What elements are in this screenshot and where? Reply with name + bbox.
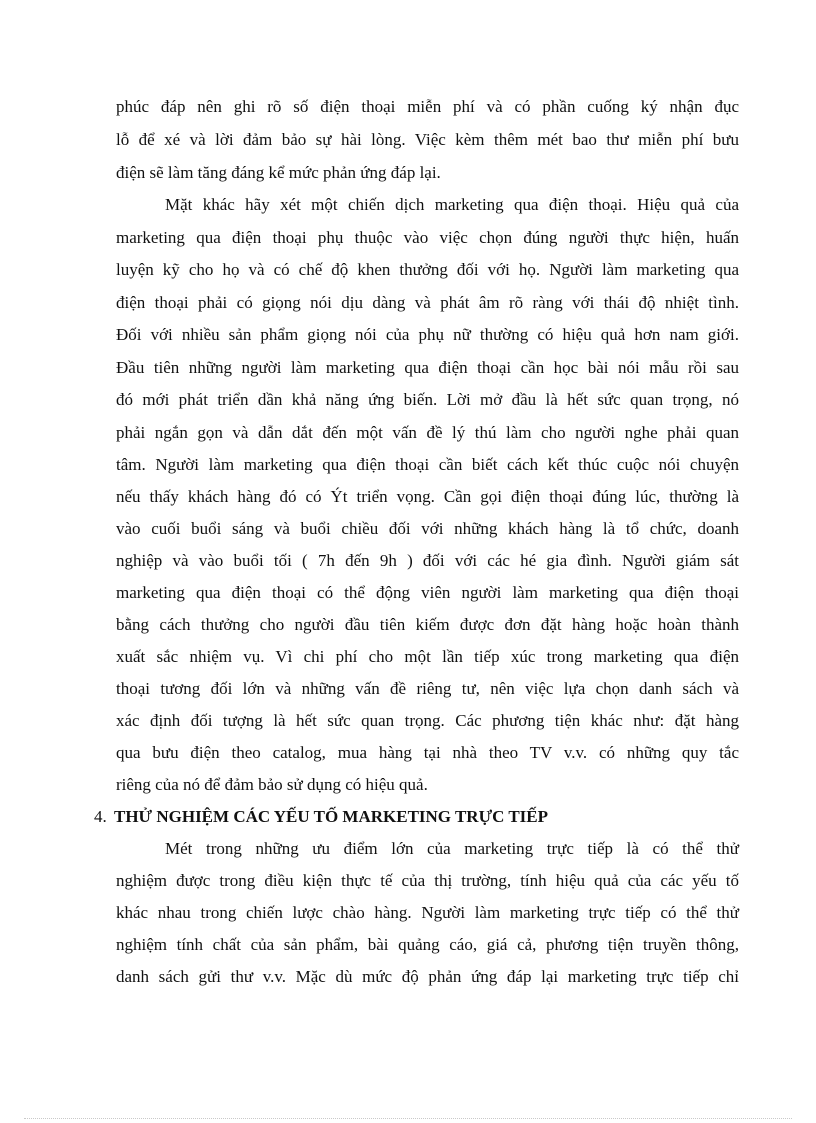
paragraph-2-line-8: phải ngắn gọn và dẫn dắt đến một vấn đề lý thú làm cho người nghe phải quan bbox=[116, 423, 739, 442]
paragraph-3-line-3: khác nhau trong chiến lược chào hàng. Người làm marketing trực tiếp có thể thử bbox=[116, 903, 739, 922]
paragraph-2-line-7: đó mới phát triển dần khả năng ứng biến. Lời mở đầu là hết sức quan trọng, nó bbox=[116, 390, 739, 409]
paragraph-2-line-19: riêng của nó để đảm bảo sử dụng có hiệu quả. bbox=[116, 775, 428, 794]
paragraph-2-line-16: thoại tương đối lớn và những vấn đề riêng tư, nên việc lựa chọn danh sách và bbox=[116, 679, 739, 698]
paragraph-2-line-13: marketing qua điện thoại có thể động viên người làm marketing qua điện thoại bbox=[116, 583, 739, 602]
section-title: THỬ NGHIỆM CÁC YẾU TỐ MARKETING TRỰC TIẾP bbox=[114, 807, 549, 826]
paragraph-2-line-2: marketing qua điện thoại phụ thuộc vào việc chọn đúng người thực hiện, huấn bbox=[116, 228, 739, 247]
paragraph-2-line-1: Mặt khác hãy xét một chiến dịch marketing qua điện thoại. Hiệu quả của bbox=[165, 195, 739, 214]
paragraph-2-line-18: qua bưu điện theo catalog, mua hàng tại nhà theo TV v.v. có những quy tắc bbox=[116, 743, 739, 762]
section-number: 4. bbox=[94, 807, 107, 826]
paragraph-2-line-10: nếu thấy khách hàng đó có Ýt triển vọng. Cần gọi điện thoại đúng lúc, thường là bbox=[116, 487, 739, 506]
paragraph-2-line-3: luyện kỹ cho họ và có chế độ khen thưởng đối với họ. Người làm marketing qua bbox=[116, 260, 739, 279]
section-heading bbox=[94, 806, 548, 828]
page-bottom-rule bbox=[24, 1118, 792, 1119]
paragraph-2-line-5: Đối với nhiều sản phẩm giọng nói của phụ nữ thường có hiệu quả hơn nam giới. bbox=[116, 325, 739, 344]
paragraph-2-line-9: tâm. Người làm marketing qua điện thoại cần biết cách kết thúc cuộc nói chuyện bbox=[116, 455, 739, 474]
paragraph-3-line-1: Mét trong những ưu điểm lớn của marketing trực tiếp là có thể thử bbox=[165, 839, 739, 858]
paragraph-2-line-11: vào cuối buổi sáng và buổi chiều đối với những khách hàng là tổ chức, doanh bbox=[116, 519, 739, 538]
paragraph-2-line-6: Đầu tiên những người làm marketing qua điện thoại cần học bài nói mẫu rồi sau bbox=[116, 358, 739, 377]
paragraph-2-line-14: bằng cách thưởng cho người đầu tiên kiếm được đơn đặt hàng hoặc hoàn thành bbox=[116, 615, 739, 634]
paragraph-2-line-12: nghiệp và vào buổi tối ( 7h đến 9h ) đối với các hé gia đình. Người giám sát bbox=[116, 551, 739, 570]
paragraph-2-line-15: xuất sắc nhiệm vụ. Vì chi phí cho một lần tiếp xúc trong marketing qua điện bbox=[116, 647, 739, 666]
paragraph-1-line-2: lỗ để xé và lời đảm bảo sự hài lòng. Việc kèm thêm mét bao thư miễn phí bưu bbox=[116, 130, 739, 149]
paragraph-1-line-1: phúc đáp nên ghi rõ số điện thoại miễn phí và có phần cuống ký nhận đục bbox=[116, 97, 739, 116]
paragraph-3-line-4: nghiệm tính chất của sản phẩm, bài quảng cáo, giá cả, phương tiện truyền thông, bbox=[116, 935, 739, 954]
paragraph-1-line-3: điện sẽ làm tăng đáng kể mức phản ứng đáp lại. bbox=[116, 163, 441, 182]
paragraph-3-line-5: danh sách gửi thư v.v. Mặc dù mức độ phản ứng đáp lại marketing trực tiếp chỉ bbox=[116, 967, 739, 986]
paragraph-2-line-4: điện thoại phải có giọng nói dịu dàng và phát âm rõ ràng với thái độ nhiệt tình. bbox=[116, 293, 739, 312]
paragraph-2-line-17: xác định đối tượng là hết sức quan trọng. Các phương tiện khác như: đặt hàng bbox=[116, 711, 739, 730]
paragraph-3-line-2: nghiệm được trong điều kiện thực tế của thị trường, tính hiệu quả của các yếu tố bbox=[116, 871, 739, 890]
